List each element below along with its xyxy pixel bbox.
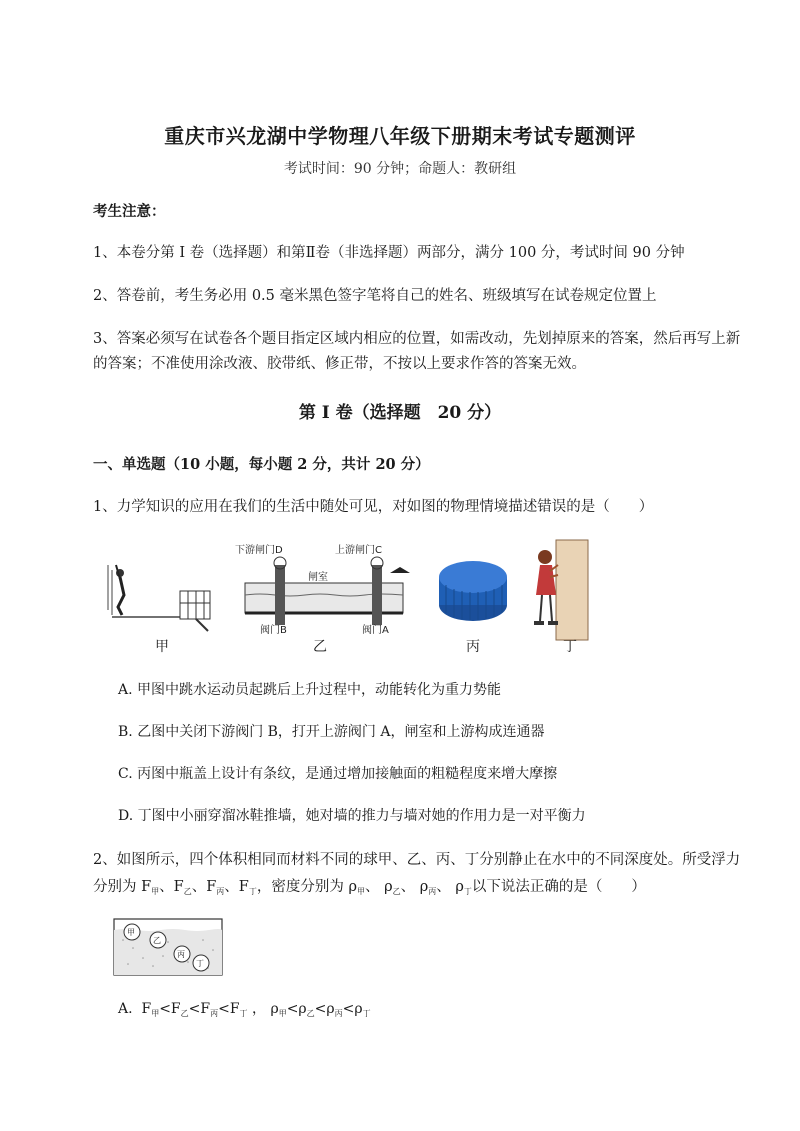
q1-option-b: B. 乙图中关闭下游阀门 B，打开上游阀门 A，闸室和上游构成连通器 <box>118 724 545 740</box>
figure-caption-jia: 甲 <box>155 639 169 655</box>
question-2-stem-line2: 分别为 $F_甲$、$F_乙$、$F_丙$、$F_丁$，密度分别为 $\rho_甲$、 $\rho_乙$、 $\rho_丙$、 $\rho_丁$以下说法正确的是（ ） <box>93 879 646 896</box>
notice-item-3b: 的答案；不准使用涂改液、胶带纸、修正带，不按以上要求作答的答案无效。 <box>93 356 586 372</box>
bottle-cap-figure <box>439 561 507 621</box>
question-1-stem: 1、力学知识的应用在我们的生活中随处可见，对如图的物理情境描述错误的是（ ） <box>93 499 654 515</box>
notice-heading: 考生注意： <box>93 203 166 220</box>
q2-option-a: A. $F_甲<F_乙<F_丙<F_丁$ ， $\rho_甲<\rho_乙<\rho_丙<\rho_丁$ <box>118 1001 371 1018</box>
notice-item-1: 1、本卷分第 I 卷（选择题）和第Ⅱ卷（非选择题）两部分，满分 100 分，考试时间 90 分钟 <box>93 245 685 261</box>
lock-chamber-label: 闸室 <box>308 572 328 583</box>
figure-caption-yi: 乙 <box>313 639 327 655</box>
page-title: 重庆市兴龙湖中学物理八年级下册期末考试专题测评 <box>164 124 636 148</box>
q1-option-d: D. 丁图中小丽穿溜冰鞋推墙，她对墙的推力与墙对她的作用力是一对平衡力 <box>118 808 586 824</box>
ball-label-bing: 丙 <box>177 950 185 959</box>
exam-info: 考试时间：90 分钟；命题人：教研组 <box>283 161 517 177</box>
question-2-figure <box>113 918 223 976</box>
downstream-gate-label: 下游闸门D <box>235 545 283 556</box>
valve-b-label: 阀门B <box>260 625 287 636</box>
ship-lock-figure <box>235 543 410 636</box>
valve-a-label: 阀门A <box>362 625 389 636</box>
q1-option-a: A. 甲图中跳水运动员起跳后上升过程中，动能转化为重力势能 <box>118 682 502 698</box>
ball-label-ding: 丁 <box>196 959 204 968</box>
figure-caption-ding: 丁 <box>563 639 577 655</box>
notice-item-2: 2、答卷前，考生务必用 0.5 毫米黑色签字笔将自己的姓名、班级填写在试卷规定位置上 <box>93 288 657 304</box>
section-title: 第 I 卷（选择题 20 分） <box>298 403 502 423</box>
question-1-figure <box>100 535 600 660</box>
part-heading: 一、单选题（10 小题，每小题 2 分，共计 20 分） <box>93 456 430 473</box>
ball-label-yi: 乙 <box>153 936 161 945</box>
ball-label-jia: 甲 <box>127 928 135 937</box>
diver-figure <box>108 565 210 631</box>
girl-pushing-wall-figure <box>534 540 588 640</box>
upstream-gate-label: 上游闸门C <box>335 545 382 556</box>
figure-caption-bing: 丙 <box>466 639 480 655</box>
notice-item-3a: 3、答案必须写在试卷各个题目指定区域内相应的位置，如需改动，先划掉原来的答案，然后再写上新 <box>93 331 741 347</box>
question-2-stem-line1: 2、如图所示，四个体积相同而材料不同的球甲、乙、丙、丁分别静止在水中的不同深度处。所受浮力 <box>93 852 741 868</box>
q1-option-c: C. 丙图中瓶盖上设计有条纹，是通过增加接触面的粗糙程度来增大摩擦 <box>118 766 558 782</box>
